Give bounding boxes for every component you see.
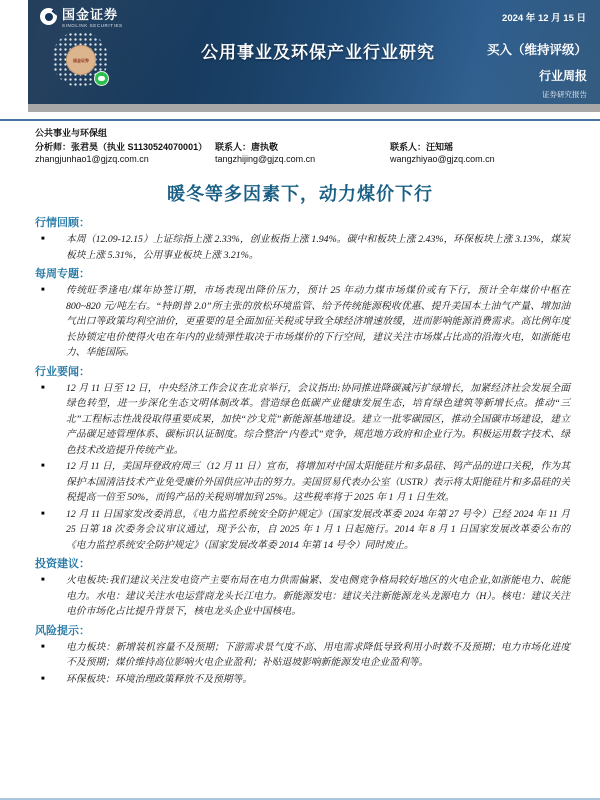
bullet-item	[35, 672, 570, 688]
section-market-review	[35, 216, 570, 263]
section-heading: 行情回顾：	[35, 217, 90, 229]
section-heading: 行业要闻：	[35, 365, 90, 378]
bullet-text: 火电板块:我们建议关注发电资产主要布局在电力供需偏紧、发电侧竞争格局较好地区的火电企业,如浙能电力、皖能电力。水电：建议关注水电运营商龙头长江电力。新能源发电：建议关注新能源龙头龙源电力（H）。核电：建议关注电价市场化占比提升背景下，核电龙头企业中国核电。	[66, 575, 570, 617]
bullet-text: 传统旺季逢电/煤年协签订期，市场表现出降价压力，预计 25 年动力煤市场煤价或有下行，预计全年煤价中枢在 800~820 元/吨左右。“特朗普 2.0”所主张的放松环境监管、给予传统能源税收优惠、提升美国本土油气产量、增加油气出口等政策均利空油价，更重要的是全面加征关税或导致全球经济增速放缓，进而影响能源消费需求。高比例年度长协锁定电价使得火电在年内的业绩弹性取决于市场煤价的下行空间，建议关注市场煤占比高的沿海火电，如浙能电力、华能国际。	[66, 285, 570, 358]
banner-right-block	[487, 40, 587, 100]
section-heading: 风险提示：	[35, 624, 90, 637]
analyst-email: zhangjunhao1@gjzq.com.cn	[35, 154, 149, 164]
analyst-columns	[35, 141, 570, 165]
analyst-block	[35, 126, 570, 165]
report-date: 2024 年 12 月 15 日	[502, 13, 586, 24]
bullet-item	[35, 232, 570, 263]
bullet-text: 本周（12.09-12.15）上证综指上涨 2.33%，创业板指上涨 1.94%。碳中和板块上涨 2.43%，环保板块上涨 3.13%，煤炭板块上涨 5.31%，公用事业板块上涨 3.21%。	[66, 234, 570, 261]
bullet-marker-icon: ■	[41, 236, 45, 242]
sinolink-logo-icon	[40, 8, 57, 25]
banner-title: 公用事业及环保产业行业研究	[201, 43, 435, 62]
rating-badge: 买入（维持评级）	[486, 43, 587, 57]
bullet-marker-icon: ■	[41, 510, 45, 517]
report-header-banner	[28, 0, 600, 104]
analyst-column	[35, 141, 215, 165]
report-tag-label: 证券研究报告	[542, 90, 587, 99]
bullet-marker-icon: ■	[41, 384, 45, 391]
section-industry-news	[35, 365, 570, 554]
section-heading: 投资建议：	[35, 558, 90, 570]
analyst-role: 联系人：汪知瑶	[390, 142, 454, 152]
bullet-marker-icon: ■	[41, 463, 45, 469]
section-heading: 每周专题：	[35, 268, 90, 280]
seal-label: 国金证券	[73, 57, 89, 63]
seal-center	[66, 45, 96, 75]
report-body	[35, 212, 570, 688]
bullet-marker-icon: ■	[41, 287, 45, 293]
section-investment-advice	[35, 557, 570, 620]
bullet-text: 环保板块：环境治理政策释放不及预期等。	[66, 673, 253, 685]
wechat-icon	[94, 71, 109, 86]
brand-logo	[40, 8, 123, 28]
section-risk-warning	[35, 624, 570, 688]
analyst-role: 分析师：张君昊（执业 S1130524070001）	[35, 142, 208, 152]
bullet-text: 12 月 11 日，美国拜登政府周三（12 月 11 日）宣布，将增加对中国太阳能硅片和多晶硅、钨产品的进口关税，作为其保护本国清洁技术产业免受廉价外国供应冲击的努力。美国贸易代表办公室（USTR）表示将太阳能硅片和多晶硅的关税提高一倍至 50%，而钨产品的关税则增加到 25%。这些税率将于 2025 年 1 月 1 日生效。	[66, 461, 570, 503]
section-weekly-topic	[35, 267, 570, 361]
analyst-column	[390, 141, 570, 165]
brand-text-block	[62, 8, 123, 28]
bullet-item	[35, 283, 570, 361]
bullet-marker-icon: ■	[41, 577, 45, 583]
bullet-text: 12 月 11 日至 12 日，中央经济工作会议在北京举行，会议指出:协同推进降碳减污扩绿增长，加紧经济社会发展全面绿色转型，进一步深化生态文明体制改革。营造绿色低碳产业健康发展生态，培育绿色建筑等新增长点。推动“三北”工程标志性战役取得重要成果，加快“沙戈荒”新能源基地建设。建立一批零碳园区，推动全国碳市场建设，建立产品碳足迹管理体系、碳标识认证制度。综合整治“内卷式”竞争，规范地方政府和企业行为。积极运用数字技术、绿色技术改造提升传统产业。	[66, 382, 570, 456]
bullet-marker-icon: ■	[41, 675, 45, 682]
bullet-marker-icon: ■	[41, 643, 45, 650]
report-type-label: 行业周报	[538, 69, 587, 83]
bullet-item	[35, 573, 570, 620]
analyst-email: tangzhijing@gjzq.com.cn	[215, 154, 316, 164]
banner-shadow	[28, 104, 600, 112]
bullet-item	[35, 640, 570, 671]
header-divider-line	[0, 119, 600, 121]
analyst-email: wangzhiyao@gjzq.com.cn	[390, 154, 495, 164]
analyst-role: 联系人：唐执敬	[215, 142, 279, 152]
bullet-text: 12 月 11 日国家发改委消息，《电力监控系统安全防护规定》（国家发展改革委 2024 年第 27 号令）已经 2024 年 11 月 25 日第 18 次委务会议审议通过，现予公布，自 2025 年 1 月 1 日起施行。2014 年 8 月 1 日国家发展改革委公布的《电力监控系统安全防护规定》（国家发展改革委 2014 年第 14 号令）同时废止。	[66, 508, 570, 551]
bullet-text: 电力板块：新增装机容量不及预期；下游需求景气度不高、用电需求降低导致利用小时数不及预期；电力市场化进度不及预期；煤价维持高位影响火电企业盈利；补贴退坡影响新能源发电企业盈利等。	[66, 641, 570, 668]
page-title: 暖冬等多因素下，动力煤价下行	[167, 184, 433, 204]
qr-seal-stamp	[52, 31, 108, 87]
analyst-column	[215, 141, 390, 165]
bullet-item	[35, 459, 570, 506]
brand-subtitle: SINOLINK SECURITIES	[62, 23, 123, 28]
analyst-group-name: 公共事业与环保组	[35, 128, 108, 138]
brand-name: 国金证券	[62, 7, 119, 22]
bullet-item	[35, 507, 570, 554]
bullet-item	[35, 381, 570, 459]
